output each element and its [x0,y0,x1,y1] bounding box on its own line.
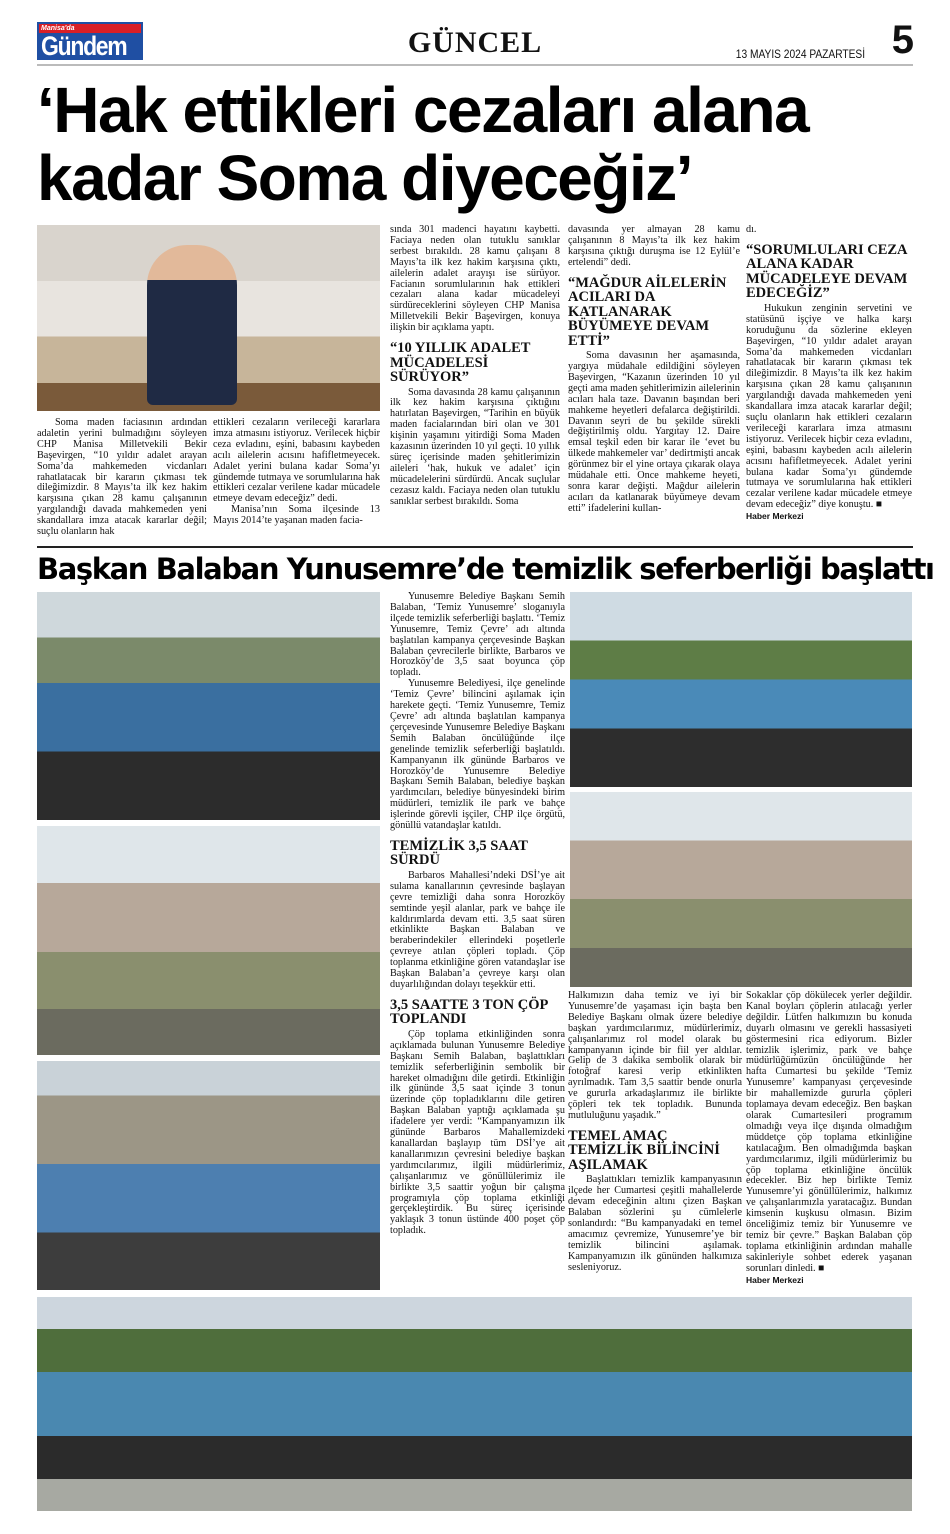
paragraph: Soma davasının her aşamasında, yargıya müdahale edildiğini söyleyen Başevirgen, “Kazanın üzerinden 10 yıl geçti ama maden şehitlerimizin ailelerinin acıları hala taze. Davanın başından beri mahkeme heyetleri defalarca değiştirildi. Davanın seyri de bu şekilde sürekli değiştirilmiş oldu. Yargıtay 12. Daire emsal teşkil eden bir karar ile ‘evet bu ülkede mahkemeler var’ dedirtmişti ancak görünmez bir el yine ortaya çıkarak olaya müdahale etti. Once mahkeme heyeti, sonra karar değişti. Mağdur ailelerin acıları da katlanarak büyümeye devam etti” ifadelerini kullan- [568,350,740,514]
paragraph: Yunusemre Belediyesi, ilçe genelinde ‘Temiz Çevre’ bilincini aşılamak için harekete geçti. ‘Temiz Yunusemre, Temiz Çevre’ adı altında başlatılan kampanya çerçevesinde Yunusemre Belediye Başkanı Semih Balaban öncülüğünde ilçe genelinde temizlik seferberliği başlatıldı. Kampanyanın ilk gününde Barbaros ve Horozköy’de Yunusemre Belediye Başkanı Semih Balaban, belediye başkan yardımcıları, belediye bünyesindeki birim müdürleri, temizlik ile park ve bahçe işlerinde görevli işçiler, CHP ilçe örgütü, gönüllü vatandaşlar katıldı. [390,678,565,832]
paragraph: Çöp toplama etkinliğinden sonra açıklamada bulunan Yunusemre Belediye Başkanı Semih Balaban, başlattıkları temizlik seferberliğinin sembolik bir hareket olmadığını dile getirdi. Etkinliğin ilk gününde 3,5 saat içinde 3 tonun üzerinde çöp topladıklarını dile getiren Başkan Balaban yaptığı açıklamada şu ifadelere yer verdi: “Kampanyamızın ilk gününde Barbaros Mahallemizdeki kanallardan başlayıp tüm DSİ’ye ait kanallarımızın çevresini belediye başkan yardımcılarımız, ilgili müdürlerimiz, çalışanlarımız ve gönüllülerimiz ile birlikte 3,5 saattir yoğun bir çalışma programıyla çöp toplama etkinliği gerçekleştirdik. Bu süreç içerisinde yaklaşık 3 tonun üstünde 400 poşet çöp topladık. [390,1028,565,1237]
paragraph: Soma davasında 28 kamu çalışanının ilk kez hakim karşısına çıktığını hatırlatan Başevirgen, “Tarihin en büyük maden facialarından biri olan ve 301 kişinin yaşamını yitirdiği Soma Maden kazasının üzerinden 10 yıl geçti. 10 yıllık süreç içerisinde maden şehitlerimizin aileleri ‘hak, hukuk ve adalet’ için mücadelelerini sürdürdü. Ancak suçlular cezasız kaldı. Faciaya neden olan tutuklu sanıklar serbest bırakıldı. Soma [390,386,560,507]
logo-top-text: Manisa'da [39,24,141,33]
paragraph: Soma maden faciasının ardından adaletin yerini bulmadığını söyleyen CHP Manisa Milletvekili Bekir Başevirgen, “10 yıldır adalet arayan Soma’da mahkemeden vicdanları rahatlatacak bir kararın çıkması tek dileğimizdir. 8 Mayıs’ta ilk kez hakim karşısına çıkan 28 kamu çalışanının yargılandığı davada mahkemeden yeni skandallara imza atacak kararlar değil; suçlu olanların hak [37,418,207,538]
paragraph: davasında yer almayan 28 kamu çalışanının 8 Mayıs’ta ilk kez hakim karşısına çıktığı duruşma ise 12 Eylül’e ertelendi” dedi. [568,225,740,268]
photo-street-cleanup [37,826,380,1055]
subheading: “SORUMLULARI CEZA ALANA KADAR MÜCADELEYE DEVAM EDECEĞİZ” [746,241,908,302]
subheading: “MAĞDUR AİLELERİN ACILARI DA KATLANARAK BÜYÜMEYE DEVAM ETTİ” [568,274,727,349]
subheading: TEMEL AMAÇ TEMİZLİK BİLİNCİNİ AŞILAMAK [568,1127,720,1173]
article2-column-1 [390,592,565,1292]
article1-column-1 [37,418,207,542]
article1-column-5 [746,225,912,542]
photo-speaker-parliament [37,225,380,411]
paragraph: Manisa’nın Soma ilçesinde 13 Mayıs 2014’te yaşanan maden facia- [213,504,380,527]
paragraph: Halkımızın daha temiz ve iyi bir Yunusemre’de yaşaması için başta ben Belediye Başkanı olmak üzere belediye başkan yardımcılarımız, müdürlerimiz, çalışanlarımız rol model olarak bu kampanyanın içinde bir fiil yer aldılar. Gelip de 3 dakika sembolik olarak bir fotoğraf karesi verip etkinlikten ayrılmadık. Tam 3,5 saattir bende onurla ve gururla arkadaşlarımız ile birlikte çöpleri tek tek topladık. Bununda mutluluğunu yaşadık.” [568,991,742,1121]
article1-headline: ‘Hak ettikleri cezaları alana kadar Soma diyeceğiz’ [37,74,809,214]
article1-column-2 [213,418,380,542]
byline: Haber Merkezi [746,1274,804,1285]
article2-column-3 [746,991,912,1291]
paragraph: Yunusemre Belediye Başkanı Semih Balaban, ‘Temiz Yunusemre’ sloganıyla ilçede temizlik seferberliği başlattı. ‘Temiz Yunusemre, Temiz Çevre’ adı altında başlatılan kampanya çerçevesinde Başkan Balaban çevrecilerle birlikte, Barbaros ve Horozköy’de 3,5 saat boyunca çöp topladı. [390,592,565,679]
article1-column-4 [568,225,740,542]
photo-collecting-garbage [570,592,912,787]
article2-headline: Başkan Balaban Yunusemre’de temizlik seferberliği başlattı [37,552,934,586]
section-title: GÜNCEL [407,26,543,59]
article1-column-3 [390,225,560,542]
paragraph: Hukukun zenginin servetini ve statüsünü işçiye ve halka karşı koruduğunu da sözlerine ekleyen Başevirgen, “10 yıldır adalet arayan Soma’da mahkemeden vicdanları rahatlatacak bir kararın çıkması tek dileğimizdir. 8 Mayıs’ta ilk kez hakim karşısına çıkan 28 kamu çalışanının yargılandığı davada mahkemeden yeni skandallara imza atacak kararlar değil; suçlu olanların hak ettikleri cezaların verileceği kararlara imza atmasını istiyoruz. Verilecek hiçbir ceza evladını, eşini, babasını kaybeden acılı ailelerin acısını hafifletmeyecek. Adalet yerini bulana kadar Soma’yı gündemde tutmaya ve sorumlularına hak ettikleri cezalar verilene kadar mücadele etmeye devam edeceğiz” diye konuştu. ■ [746,302,912,511]
paragraph: Başlattıkları temizlik kampanyasının ilçede her Cumartesi çeşitli mahallelerde devam edeceğinin altını çizen Başkan Balaban sözlerini şu cümlelerle sonlandırdı: “Bu kampanyadaki en temel amacımız çevremize, Yunusemre’ye bir temizlik bilincini aşılamak. Kampanyamızın ilk gününden halkımıza sesleniyoruz. [568,1174,742,1273]
photo-canal-cleanup [37,1061,380,1290]
photo-volunteers-field [570,792,912,987]
page-number: 5 [891,18,914,62]
photo-mayor-with-workers [37,592,380,820]
logo-main-text: Gündem [41,31,127,61]
article2-column-2 [568,991,742,1291]
photo-group-volunteers [37,1297,912,1511]
subheading: “10 YILLIK ADALET MÜCADELESİ SÜRÜYOR” [390,340,531,386]
paragraph: Sokaklar çöp dökülecek yerler değildir. Kanal boyları çöplerin atılacağı yerler değildir. Lütfen halkımızın bu konuda duyarlı olmasını ve gerekli hassasiyeti göstermesini rica ediyorum. Bizler temizlik işlerimiz, park ve bahçe müdürlüğümüzün öncülüğünde her hafta Cumartesi bu şekilde ‘Temiz Yunusemre’ kampanyası çerçevesinde bir mahallemizde gururla çöpleri toplamaya devam edeceğiz. Ben başkan olarak Cumartesileri programım olmadığı veya ilçe dışında olmadığım müddetçe çöp toplama etkinliğine katılacağım. Ben olmadığımda başkan yardımcılarımız, ilgili müdürlerimiz bu çöp toplama etkinliğine öncülük edecekler. Biz hep birlikte Temiz Yunusemre’yi gönüllülerimiz, halkımız ve çalışanlarımızla yaratacağız. Bundan kimsenin kuşkusu olmasın. Bizim önceliğimiz temiz bir Yunusemre ve temiz bir çevre.” Başkan Balaban çöp toplama etkinliğinin ardından mahalle sakinleriyle sohbet ederek yaşanan sorunları dinledi. ■ [746,991,912,1274]
paragraph: sında 301 madenci hayatını kaybetti. Faciaya neden olan tutuklu sanıklar serbest bırakıldı. 28 kamu çalışanı 8 Mayıs’ta ilk kez hakim karşısına çıktı, ailelerin adalet arayışı ise sürüyor. Facianın sorumlularının hak ettikleri cezaları alana kadar mücadeleyi sürdüreceklerini söyleyen CHP Manisa Milletvekili Bekir Başevirgen, konuya ilişkin bir açıklama yaptı. [390,225,560,334]
paragraph: ettikleri cezaların verileceği kararlara imza atmasını istiyoruz. Verilecek hiçbir ceza evladını, eşini, babasını kaybeden acılı ailelerin acısını hafifletmeyecek. Adalet yerini bulana kadar Soma’yı gündemde tutmaya ve sorumlularına hak ettikleri cezalar verilene kadar mücadele etmeye devam edeceğiz” dedi. [213,418,380,505]
subheading: 3,5 SAATTE 3 TON ÇÖP TOPLANDI [390,996,548,1028]
subheading: TEMİZLİK 3,5 SAAT SÜRDÜ [390,837,528,869]
article-divider [37,546,913,548]
issue-date: 13 MAYIS 2024 PAZARTESİ [735,47,865,61]
paragraph: dı. [746,225,757,235]
speaker-figure [147,245,237,405]
paragraph: Barbaros Mahallesi’ndeki DSİ’ye ait sulama kanallarının çevresinde başlayan çevre temizliği daha sonra Horozköy semtinde yeşil alanlar, park ve bahçe ile kaldırımlarda devam etti. 3,5 saat süren etkinlikte Başkan Balaban ve beraberindekiler ellerindeki poşetlerle çevreye atılan çöpleri topladı. Çöp toplanma etkinliğine gören vatandaşlar ise Başkan Balaban’a çevreye karşı olan duyarlılığından dolayı teşekkür etti. [390,869,565,990]
byline: Haber Merkezi [746,511,804,522]
header-rule [37,64,913,66]
